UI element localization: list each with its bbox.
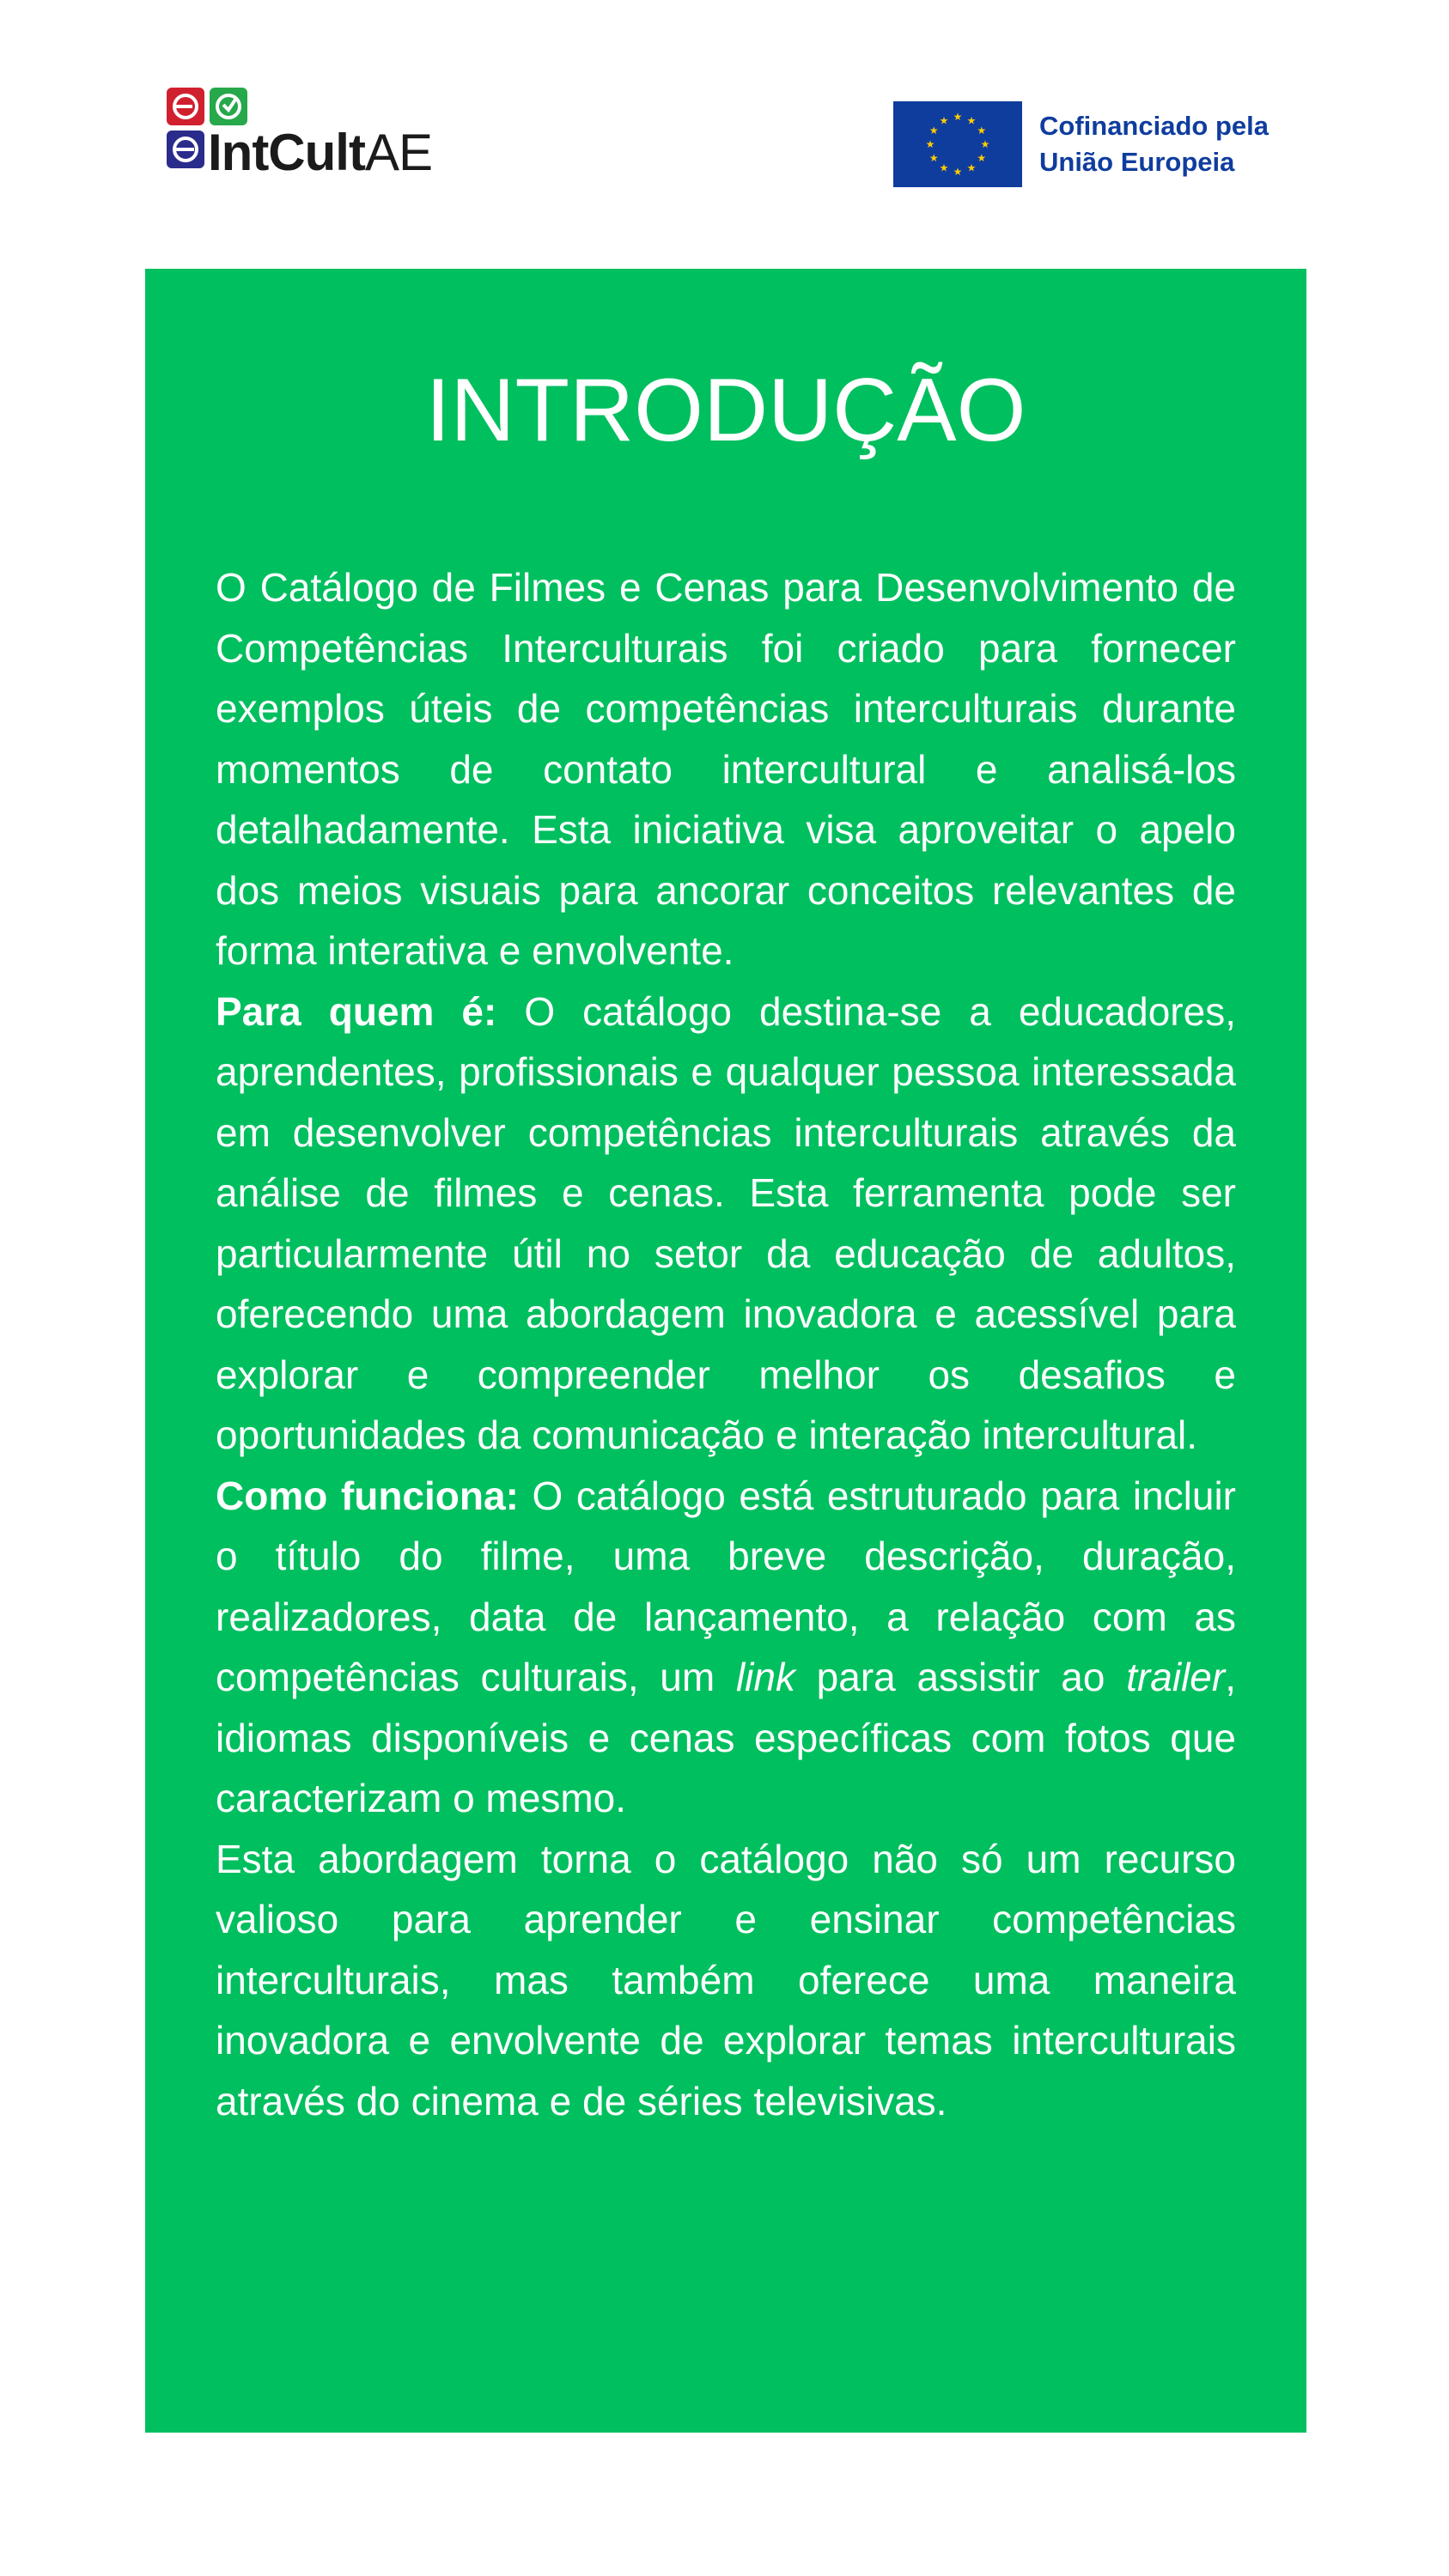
red-square-icon [167, 88, 204, 125]
eu-star-icon: ★ [966, 114, 977, 127]
eu-text-line1: Cofinanciado pela [1039, 111, 1269, 141]
how-it-works-label: Como funciona: [216, 1473, 519, 1518]
how-it-works-text-a: O catálogo está estruturado para incluir o título do filme, uma breve descrição, duração, realizadores, data de lançamento, a relação com as competências culturais, um [216, 1473, 1236, 1699]
paragraph-conclusion: Esta abordagem torna o catálogo não só um recurso valioso para aprender e ensinar competências interculturais, mas também oferece uma maneira inovadora e envolvente de explorar temas interculturais através do cinema e de séries televisivas. [216, 1836, 1236, 2123]
eu-flag-icon [893, 101, 1022, 187]
audience-label: Para quem é: [216, 988, 497, 1034]
trailer-word: trailer [1126, 1655, 1226, 1699]
eu-text-line2: União Europeia [1039, 147, 1235, 177]
paragraph-intro: O Catálogo de Filmes e Cenas para Desenvolvimento de Competências Interculturais foi criado para fornecer exemplos úteis de competências interculturais durante momentos de contato intercultural e analisá-los detalhadamente. Esta iniciativa visa aproveitar o apelo dos meios visuais para ancorar conceitos relevantes de forma interativa e envolvente. [216, 565, 1236, 973]
eu-star-icon: ★ [953, 111, 963, 123]
logo-wordmark-bold: IntCult [208, 124, 365, 181]
logo-wordmark [208, 125, 432, 180]
eu-star-icon: ★ [939, 114, 949, 127]
introduction-panel [145, 269, 1306, 2433]
blue-square-icon [167, 131, 204, 168]
eu-star-icon: ★ [980, 138, 990, 150]
page-header [0, 0, 1449, 206]
link-word: link [735, 1655, 795, 1699]
how-it-works-text-b: para assistir ao [795, 1655, 1127, 1699]
green-square-icon [210, 88, 247, 125]
eu-cofunding-text [1039, 108, 1269, 180]
eu-star-icon: ★ [928, 125, 939, 137]
logo-wordmark-regular: AE [364, 124, 432, 181]
audience-text: O catálogo destina-se a educadores, aprendentes, profissionais e qualquer pessoa interessada em desenvolver competências interculturais através da análise de filmes e cenas. Esta ferramenta pode ser particularmente útil no setor da educação de adultos, oferecendo uma abordagem inovadora e acessível para explorar e compreender melhor os desafios e oportunidades da comunicação e interação intercultural. [216, 988, 1236, 1457]
eu-cofunding-logo [893, 101, 1269, 191]
eu-star-icon: ★ [953, 166, 963, 178]
eu-star-icon: ★ [928, 152, 939, 164]
how-it-works-text-c: , idiomas disponíveis e cenas específicas com fotos que caracterizam o mesmo. [216, 1655, 1236, 1820]
eu-star-icon: ★ [939, 161, 949, 174]
page-title: INTRODUÇÃO [425, 361, 1026, 460]
introduction-body [216, 557, 1236, 2131]
eu-star-icon: ★ [925, 138, 935, 150]
paragraph-how-it-works [216, 1466, 1236, 1829]
eu-star-icon: ★ [977, 152, 987, 164]
eu-star-icon: ★ [977, 125, 987, 137]
eu-star-icon: ★ [966, 161, 977, 174]
paragraph-audience [216, 981, 1236, 1466]
intcultae-logo [165, 86, 432, 181]
